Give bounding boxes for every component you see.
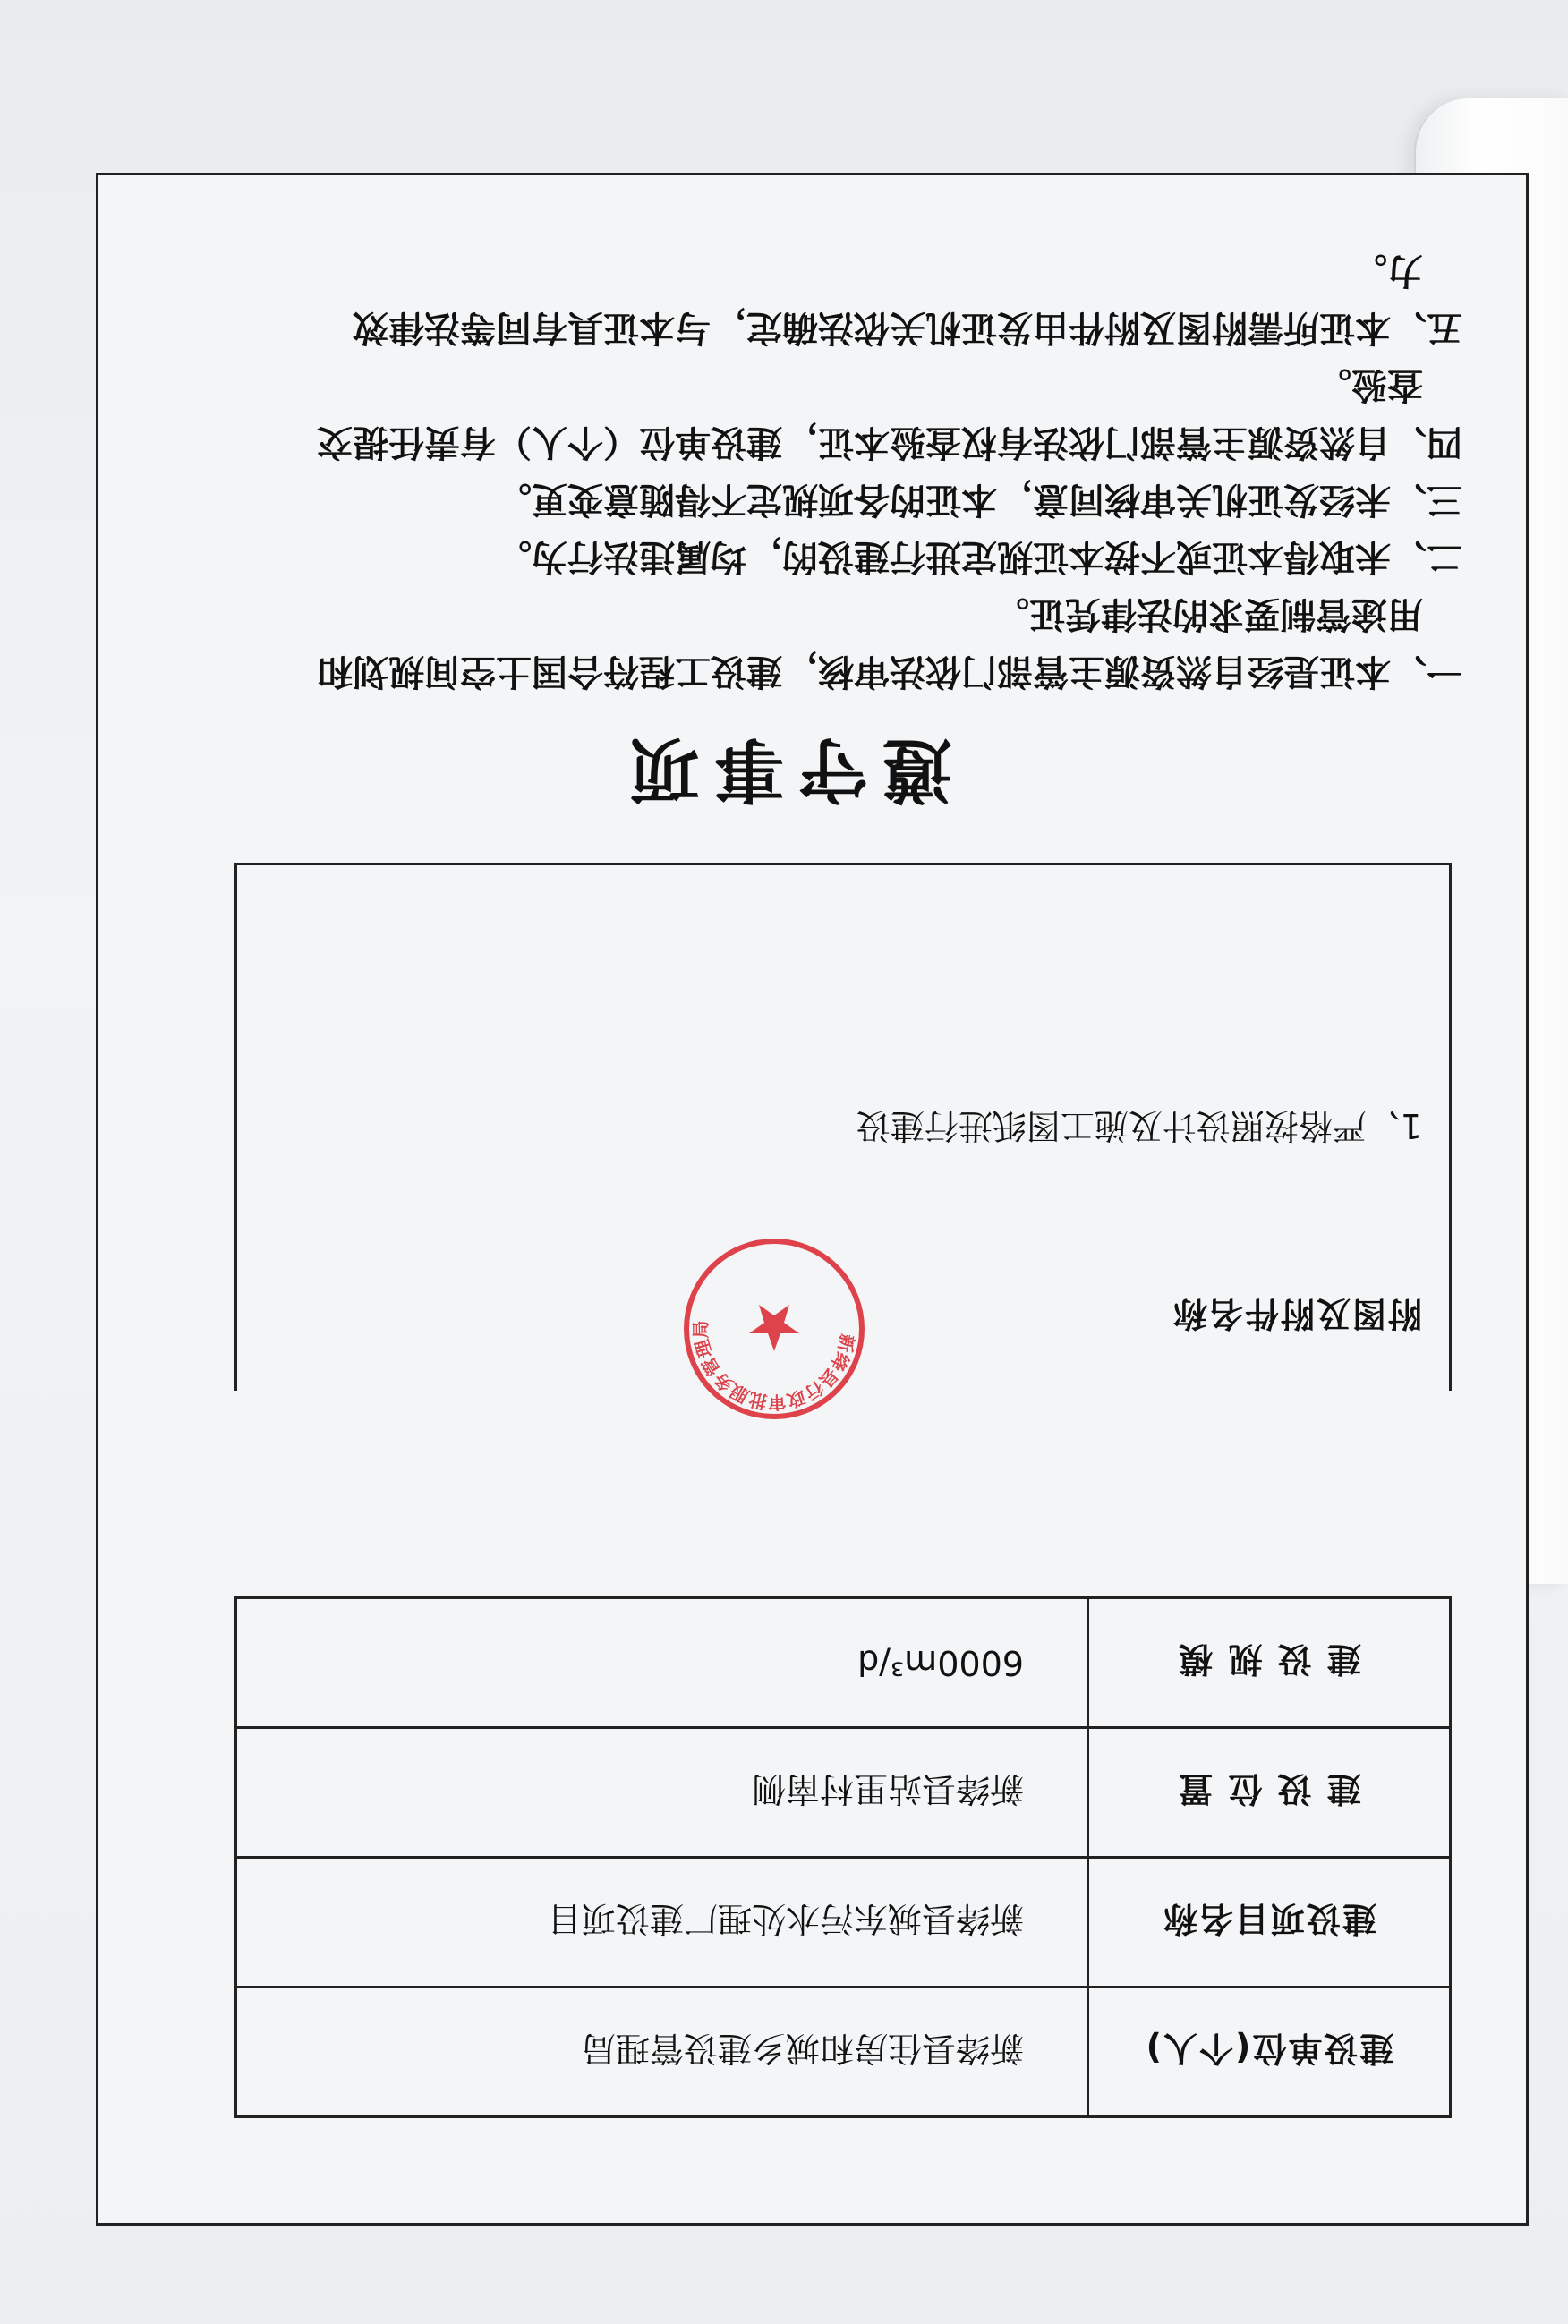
row-value-scale: 6000m³/d — [236, 1598, 1088, 1728]
table-row — [236, 1988, 1451, 2117]
table-row — [236, 1728, 1451, 1858]
row-label-location: 建 设 位 置 — [1088, 1728, 1451, 1858]
notice-title: 遵守事项 — [616, 728, 953, 810]
row-value-unit: 新绛县住房和城乡建设管理局 — [236, 1988, 1088, 2117]
row-value-location: 新绛县站里村南侧 — [236, 1728, 1088, 1858]
row-label-project: 建设项目名称 — [1088, 1858, 1451, 1988]
notice-item-1: 一、本证是经自然资源主管部门依法审核，建设工程符合国土空间规划和用途管制要求的法律凭证。 — [317, 593, 1462, 692]
notice-list — [290, 242, 1462, 700]
table-row — [236, 1598, 1451, 1728]
table-row — [236, 1858, 1451, 1988]
notice-item-5: 五、本证所需附图及附件由发证机关依法确定，与本证具有同等法律效力。 — [353, 250, 1462, 348]
notice-item-4: 四、自然资源主管部门依法有权查验本证，建设单位（个人）有责任提交查验。 — [317, 364, 1462, 463]
row-label-scale: 建 设 规 模 — [1088, 1598, 1451, 1728]
attachments-title: 附图及附件名称 — [1171, 1294, 1422, 1333]
notice-item-2: 二、未取得本证或不按本证规定进行建设的，均属违法行为。 — [496, 536, 1462, 577]
row-value-project: 新绛县城东污水处理厂建设项目 — [236, 1858, 1088, 1988]
seal-text: 新绛县行政审批服务管理局 — [689, 1320, 859, 1414]
attachment-item: 1、严格按照设计及施工图纸进行建设 — [856, 1106, 1422, 1145]
official-seal-icon — [680, 1235, 868, 1423]
notice-item-3: 三、未经发证机关审核同意，本证的各项规定不得随意变更。 — [496, 479, 1462, 520]
row-label-unit: 建设单位(个人) — [1088, 1988, 1451, 2117]
project-info-table — [234, 1596, 1452, 2118]
